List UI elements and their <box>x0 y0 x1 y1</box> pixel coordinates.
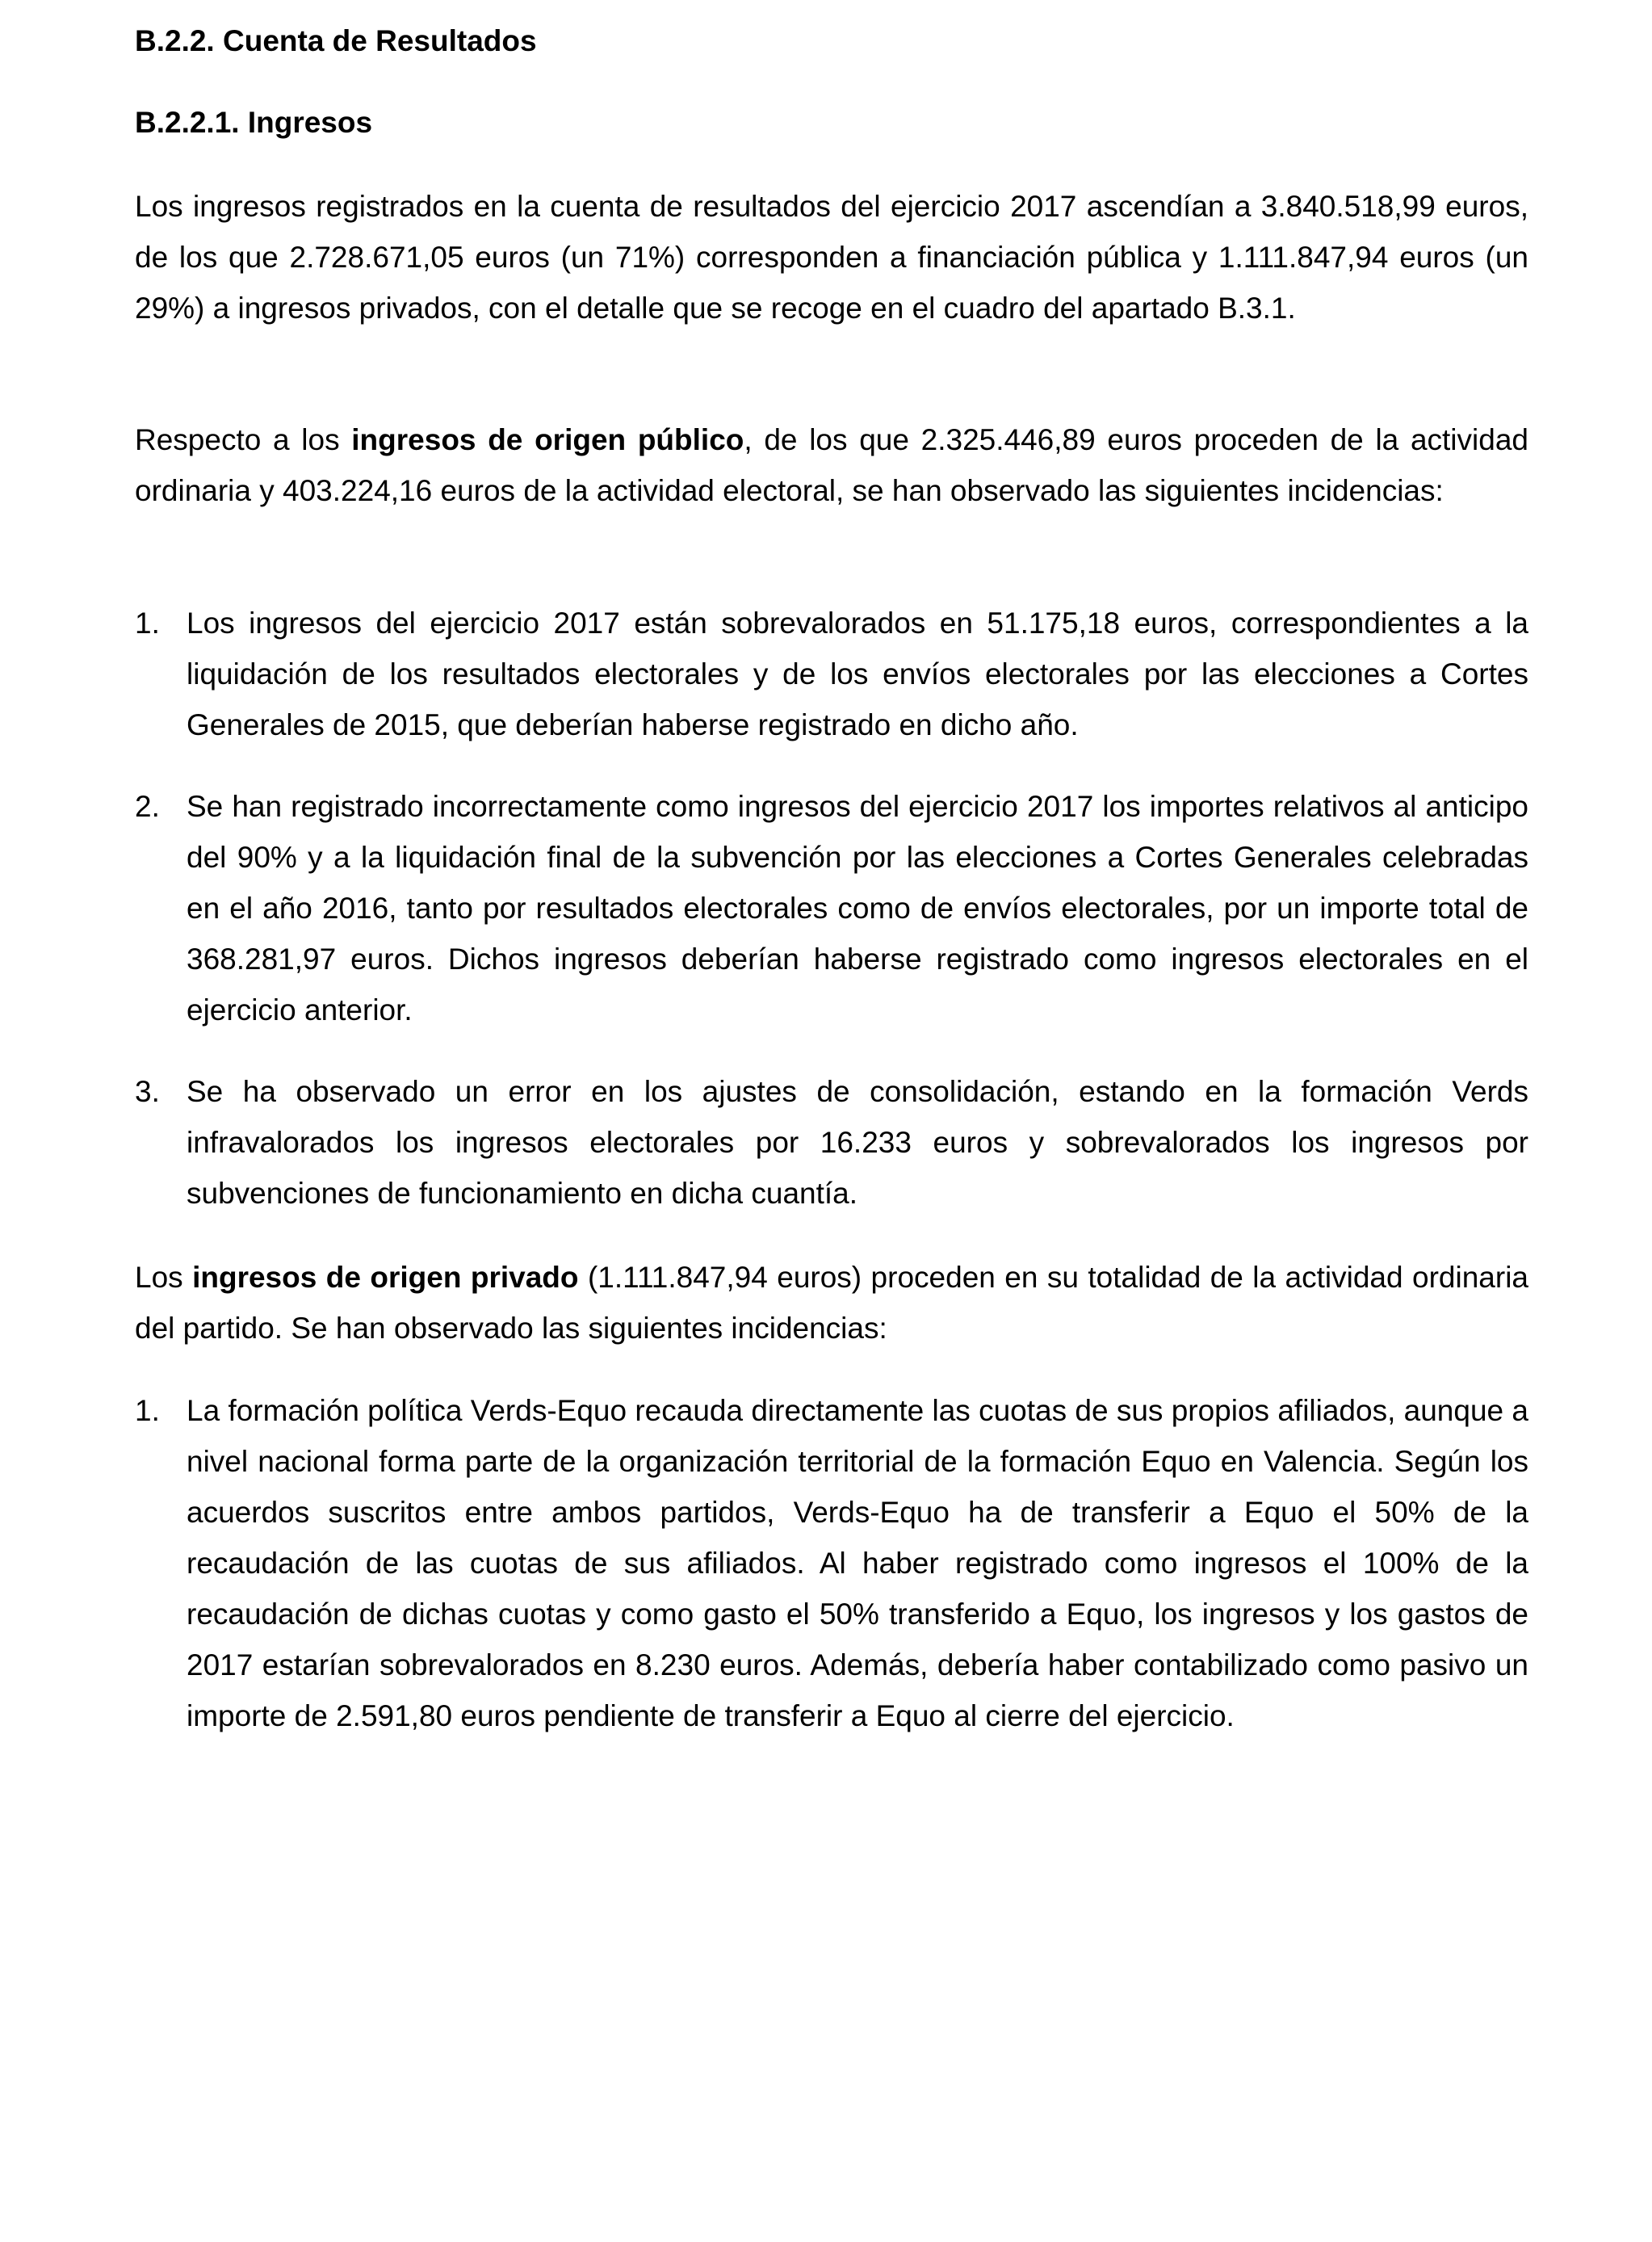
list-item-number: 1. <box>135 607 160 640</box>
subsection-heading: B.2.2.1. Ingresos <box>135 106 373 139</box>
private-intro-bold: ingresos de origen privado <box>192 1261 579 1294</box>
paragraph-summary: Los ingresos registrados en la cuenta de resultados del ejercicio 2017 ascendían a 3.840.518,99 euros, de los que 2.728.671,05 euros (un 71%) corresponden a financiación pública y 1.111.847,94 euros (un 29%) a ingresos privados, con el detalle que se recoge en el cuadro del apartado B.3.1. <box>135 190 1528 325</box>
list-item-number: 2. <box>135 790 160 823</box>
list-item <box>135 1066 1528 1219</box>
list-item <box>135 781 1528 1035</box>
list-item-text: Se han registrado incorrectamente como ingresos del ejercicio 2017 los importes relativos al anticipo del 90% y a la liquidación final de la subvención por las elecciones a Cortes Generales celebradas en el año 2016, tanto por resultados electorales como de envíos electorales, por un importe total de 368.281,97 euros. Dichos ingresos deberían haberse registrado como ingresos electorales en el ejercicio anterior. <box>187 790 1528 1027</box>
public-intro-bold: ingresos de origen público <box>351 423 744 456</box>
public-intro-after: , de los que 2.325.446,89 euros proceden de la actividad ordinaria y 403.224,16 euros de la actividad electoral, se han observado las siguientes incidencias: <box>135 423 1528 507</box>
list-spacer <box>135 750 1528 781</box>
list-item-text: La formación política Verds-Equo recauda directamente las cuotas de sus propios afiliados, aunque a nivel nacional forma parte de la organización territorial de la formación Equo en Valencia. Según los acuerdos suscritos entre ambos partidos, Verds-Equo ha de transferir a Equo el 50% de la recaudación de las cuotas de sus afiliados. Al haber registrado como ingresos el 100% de la recaudación de dichas cuotas y como gasto el 50% transferido a Equo, los ingresos y los gastos de 2017 estarían sobrevalorados en 8.230 euros. Además, debería haber contabilizado como pasivo un importe de 2.591,80 euros pendiente de transferir a Equo al cierre del ejercicio. <box>187 1394 1528 1732</box>
list-item-text: Se ha observado un error en los ajustes de consolidación, estando en la formación Verds infravalorados los ingresos electorales por 16.233 euros y sobrevalorados los ingresos por subvenciones de funcionamiento en dicha cuantía. <box>187 1075 1528 1210</box>
private-intro-after: (1.111.847,94 euros) proceden en su totalidad de la actividad ordinaria del partido. Se han observado las siguientes incidencias: <box>135 1261 1528 1345</box>
list-item <box>135 1385 1528 1741</box>
list-item-number: 3. <box>135 1075 160 1108</box>
private-incidents-list <box>135 1385 1528 1741</box>
private-intro-before: Los <box>135 1261 193 1294</box>
paragraph-public-income <box>135 414 1528 516</box>
list-spacer <box>135 1035 1528 1066</box>
list-item-number: 1. <box>135 1394 160 1427</box>
public-incidents-list <box>135 598 1528 1219</box>
public-intro-before: Respecto a los <box>135 423 352 456</box>
paragraph-private-income <box>135 1252 1528 1354</box>
list-item <box>135 598 1528 750</box>
list-item-text: Los ingresos del ejercicio 2017 están sobrevalorados en 51.175,18 euros, correspondientes a la liquidación de los resultados electorales y de los envíos electorales por las elecciones a Cortes Generales de 2015, que deberían haberse registrado en dicho año. <box>187 607 1528 741</box>
section-heading: B.2.2. Cuenta de Resultados <box>135 24 537 57</box>
